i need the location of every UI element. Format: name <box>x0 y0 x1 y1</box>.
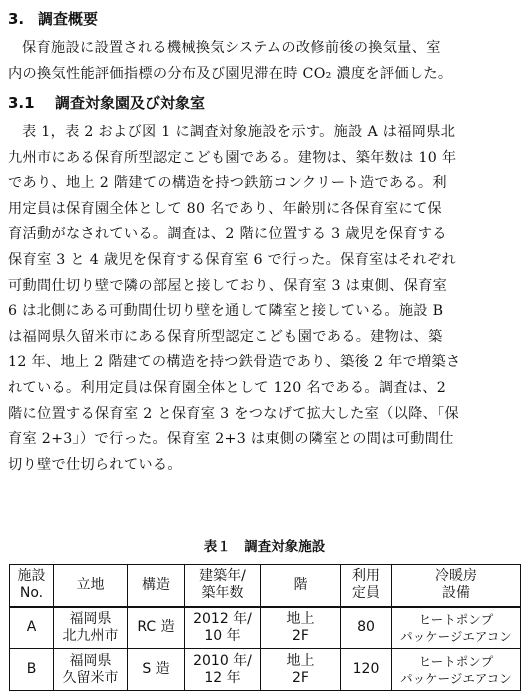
header-text: 階 <box>293 576 308 593</box>
paragraph-line: 九州市にある保育所型認定こども園である。建物は、築年数は 10 年 <box>8 149 457 166</box>
cell-text: 福岡県 <box>69 652 112 669</box>
cell-year <box>185 607 261 649</box>
cell-hvac <box>392 607 521 649</box>
paragraph-line: であり、地上 2 階建ての構造を持つ鉄筋コンクリート造である。利 <box>8 175 447 192</box>
facilities-table <box>9 564 521 691</box>
cell-hvac <box>392 649 521 691</box>
cell-structure <box>128 607 185 649</box>
table-1-caption: 表１ 調査対象施設 <box>203 539 326 555</box>
cell-text: A <box>26 619 37 636</box>
paragraph-line: 保育施設に設置される機械換気システムの改修前後の換気量、室 <box>22 40 441 56</box>
paragraph-line: は福岡県久留米市にある保育所型認定こども園である。建物は、築 <box>8 328 443 345</box>
cell-text: 80 <box>357 619 375 636</box>
cell-floor <box>261 649 341 691</box>
cell-floor <box>261 607 341 649</box>
header-text: 定員 <box>352 585 380 602</box>
cell-capacity <box>341 649 392 691</box>
paragraph-line: 12 年、地上 2 階建ての構造を持つ鉄骨造であり、築後 2 年で増築さ <box>8 354 461 371</box>
cell-text: S 造 <box>142 661 170 677</box>
header-structure <box>128 565 185 607</box>
cell-text: 10 年 <box>204 627 241 644</box>
cell-text: 2F <box>292 627 309 644</box>
cell-text: 2010 年/ <box>193 652 252 669</box>
header-text: 立地 <box>76 576 105 593</box>
paragraph-line: 可動間仕切り壁で隣の部屋と接しており、保育室 3 は東側、保育室 <box>8 277 448 294</box>
paragraph-line: 育活動がなされている。調査は、2 階に位置する 3 歳児を保育する <box>8 226 447 243</box>
cell-location <box>54 649 128 691</box>
cell-text: 2012 年/ <box>193 610 252 627</box>
section-3-heading <box>8 10 98 28</box>
header-location <box>54 565 128 607</box>
cell-text: パッケージエアコン <box>400 670 512 686</box>
paragraph-line: れている。利用定員は保育園全体として 120 名である。調査は、2 <box>8 379 447 396</box>
cell-text: 久留米市 <box>62 669 119 686</box>
cell-text: 福岡県 <box>69 610 112 627</box>
paragraph-line: 用定員は保育園全体として 80 名であり、年齢別に各保育室にて保 <box>8 200 442 217</box>
cell-text: ヒートポンプ <box>418 611 494 627</box>
section-3-title: 調査概要 <box>38 10 99 28</box>
header-text: 築年数 <box>201 585 244 602</box>
header-text: 利用 <box>352 568 380 585</box>
header-text: 施設 <box>17 568 46 585</box>
cell-text: 12 年 <box>204 669 241 686</box>
cell-text: パッケージエアコン <box>400 628 512 644</box>
header-floor <box>261 565 341 607</box>
paragraph-line: 保育室 3 と 4 歳児を保育する保育室 6 で行った。保育室はそれぞれ <box>8 251 457 268</box>
section-3-number: 3. <box>8 10 25 28</box>
cell-text: RC 造 <box>137 619 175 636</box>
header-facility-no <box>10 565 54 607</box>
table-header-row <box>10 565 521 607</box>
section-3-1-title: 調査対象園及び対象室 <box>55 94 206 112</box>
cell-text: 北九州市 <box>62 627 119 644</box>
cell-text: B <box>26 661 37 677</box>
cell-text: 120 <box>352 661 380 677</box>
header-text: 冷暖房 <box>435 568 477 585</box>
header-year <box>185 565 261 607</box>
paragraph-line: 内の換気性能評価指標の分布及び園児滞在時 CO₂ 濃度を評価した。 <box>8 65 453 82</box>
header-text: 建築年/ <box>199 568 246 585</box>
paragraph-line: 6 は北側にある可動間仕切り壁を通して隣室と接している。施設 B <box>8 303 444 320</box>
cell-text: 地上 <box>286 610 315 627</box>
section-3-1-number: 3.1 <box>8 94 35 112</box>
cell-capacity <box>341 607 392 649</box>
cell-year <box>185 649 261 691</box>
header-capacity <box>341 565 392 607</box>
table-row <box>10 649 521 691</box>
paragraph-line: 表 1，表 2 および図 1 に調査対象施設を示す。施設 A は福岡県北 <box>22 124 456 140</box>
section-3-paragraph <box>8 36 516 87</box>
paragraph-line: 育室 2+3」）で行った。保育室 2+3 は東側の隣室との間は可動間仕 <box>8 431 454 448</box>
header-text: 構造 <box>142 576 170 593</box>
section-3-1-paragraph <box>8 120 516 478</box>
cell-location <box>54 607 128 649</box>
header-hvac <box>392 565 521 607</box>
cell-facility-no <box>10 649 54 691</box>
cell-facility-no <box>10 607 54 649</box>
paragraph-line: 階に位置する保育室 2 と保育室 3 をつなげて拡大した室（以降、「保 <box>8 405 459 422</box>
cell-text: 2F <box>292 669 309 686</box>
header-text: No. <box>19 585 44 602</box>
table-row <box>10 607 521 649</box>
cell-text: ヒートポンプ <box>418 653 494 669</box>
header-text: 設備 <box>442 585 470 602</box>
paragraph-line: 切り壁で仕切られている。 <box>8 456 182 473</box>
cell-structure <box>128 649 185 691</box>
cell-text: 地上 <box>286 652 315 669</box>
section-3-1-heading <box>8 94 205 112</box>
